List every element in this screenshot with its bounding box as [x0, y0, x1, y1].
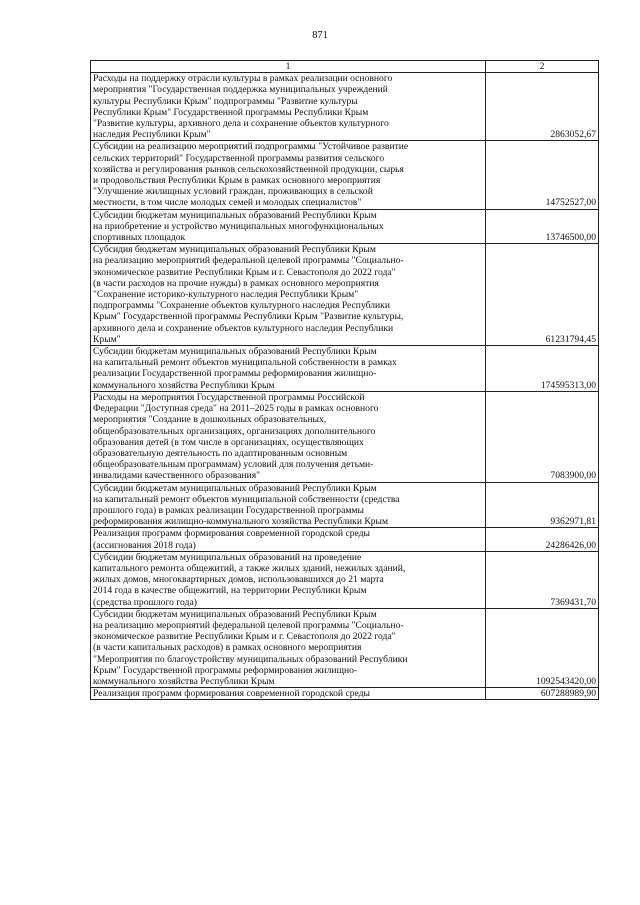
row-description: Субсидии на реализацию мероприятий подпрограммы "Устойчивое развитие сельских территорий" Государственной программы развития сельского хозяйства и регулирования рынков сельскохозяйственной продукции, сырья и продовольствия Республики Крым в рамках основного мероприятия "Улучшение жилищных условий граждан, проживающих в сельской местности, в том числе молодых семей и молодых специалистов": [91, 141, 486, 209]
row-description: Расходы на поддержку отрасли культуры в рамках реализации основного мероприятия "Государственная поддержка муниципальных учреждений культуры Республики Крым" подпрограммы "Развитие культуры Республики Крым" Государственной программы Республики Крым "Развитие культуры, архивного дела и сохранение объектов культурного наследия Республики Крым": [91, 73, 486, 141]
row-description: Субсидии бюджетам муниципальных образований Республики Крым на капитальный ремонт объектов муниципальной собственности в рамках реализации Государственной программы реформирования жилищно- коммунального хозяйства Республики Крым: [91, 346, 486, 392]
table-row: [91, 141, 599, 209]
row-description: Субсидия бюджетам муниципальных образований Республики Крым на реализацию мероприятий федеральной целевой программы "Социально- экономическое развитие Республики Крым и г. Севастополя до 2022 года" (в части расходов на прочие нужды) в рамках основного мероприятия "Сохранение историко-культурного наследия Республики Крым" подпрограммы "Сохранение объектов культурного наследия Республики Крым" Государственной программы Республики Крым "Развитие культуры, архивного дела и сохранение объектов культурного наследия Республики Крым": [91, 244, 486, 346]
table-row: [91, 244, 599, 346]
row-amount: 7369431,70: [486, 551, 599, 608]
column-header-1: 1: [91, 61, 486, 73]
row-description: Субсидии бюджетам муниципальных образований Республики Крым на капитальный ремонт объектов муниципальной собственности (средства прошлого года) в рамках реализации Государственной программы реформирования жилищно-коммунального хозяйства Республики Крым: [91, 482, 486, 528]
table-row: [91, 73, 599, 141]
row-amount: 607288989,90: [486, 688, 599, 700]
row-amount: 24286426,00: [486, 528, 599, 551]
table-row: [91, 551, 599, 608]
table-row: [91, 209, 599, 244]
row-amount: 14752527,00: [486, 141, 599, 209]
row-amount: 9362971,81: [486, 482, 599, 528]
row-amount: 7083900,00: [486, 391, 599, 482]
row-description: Реализация программ формирования современной городской среды: [91, 688, 486, 700]
table-row: [91, 688, 599, 700]
table-row: [91, 528, 599, 551]
row-description: Субсидии бюджетам муниципальных образований Республики Крым на приобретение и устройство муниципальных многофункциональных спортивных площадок: [91, 209, 486, 244]
row-description: Субсидии бюджетам муниципальных образований на проведение капитального ремонта общежитий, а также жилых зданий, нежилых зданий, жилых домов, многоквартирных домов, использовавшихся до 21 марта 2014 года в качестве общежитий, на территории Республики Крым (средства прошлого года): [91, 551, 486, 608]
row-description: Реализация программ формирования современной городской среды (ассигнования 2018 года): [91, 528, 486, 551]
row-amount: 174595313,00: [486, 346, 599, 392]
table-row: [91, 608, 599, 687]
table-header-row: [91, 61, 599, 73]
row-amount: 1092543420,00: [486, 608, 599, 687]
page-number: 871: [312, 30, 328, 41]
row-description: Расходы на мероприятия Государственной программы Российской Федерации "Доступная среда" на 2011–2025 годы в рамках основного мероприятия "Создание в дошкольных образовательных, общеобразовательных организациях, организациях дополнительного образования детей (в том числе в организациях, осуществляющих образовательную деятельность по адаптированным основным общеобразовательным программам) условий для получения детьми- инвалидами качественного образования": [91, 391, 486, 482]
budget-table: [90, 60, 599, 700]
row-amount: 61231794,45: [486, 244, 599, 346]
table-row: [91, 346, 599, 392]
row-amount: 13746500,00: [486, 209, 599, 244]
table-row: [91, 482, 599, 528]
column-header-2: 2: [486, 61, 599, 73]
table-row: [91, 391, 599, 482]
row-amount: 2863052,67: [486, 73, 599, 141]
row-description: Субсидии бюджетам муниципальных образований Республики Крым на реализацию мероприятий федеральной целевой программы "Социально- экономическое развитие Республики Крым и г. Севастополя до 2022 года" (в части капитальных расходов) в рамках основного мероприятия "Мероприятия по благоустройству муниципальных образований Республики Крым" Государственной программы реформирования жилищно- коммунального хозяйства Республики Крым: [91, 608, 486, 687]
